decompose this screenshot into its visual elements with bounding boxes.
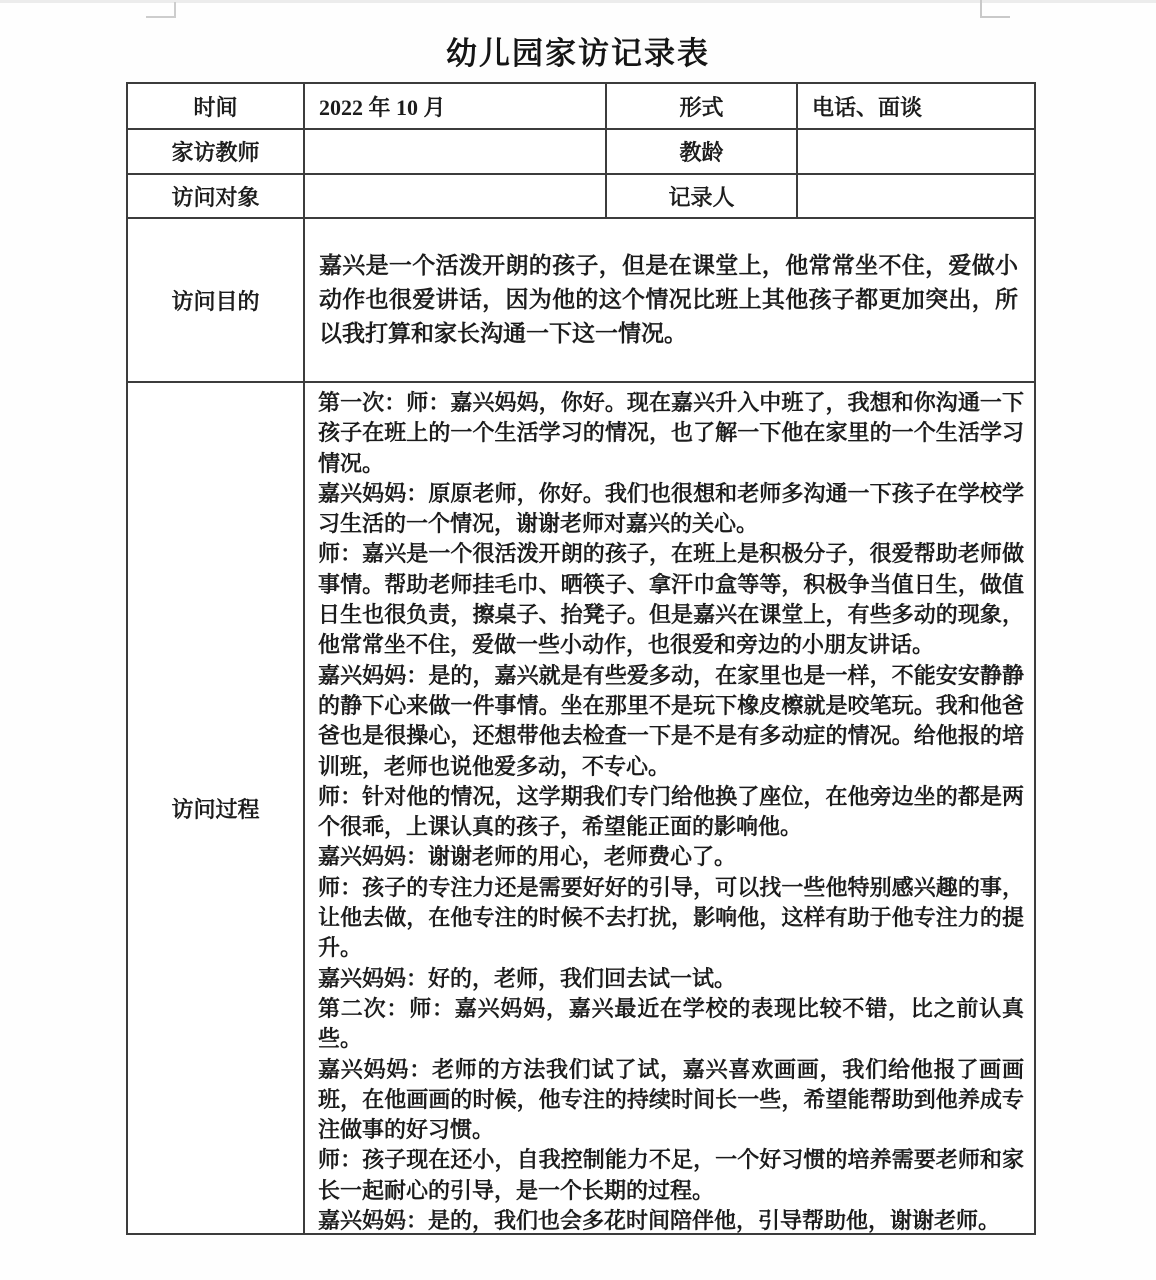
form-value: 电话、面谈	[812, 94, 923, 120]
table-row	[128, 130, 1034, 175]
teaching-age-label: 教龄	[607, 130, 798, 173]
process-paragraph: 师：孩子现在还小，自我控制能力不足，一个好习惯的培养需要老师和家长一起耐心的引导，是一个长期的过程。	[318, 1147, 1024, 1203]
process-paragraph: 嘉兴妈妈：老师的方法我们试了试，嘉兴喜欢画画，我们给他报了画画班，在他画画的时候，他专注的持续时间长一些，希望能帮助到他养成专注做事的好习惯。	[318, 1056, 1024, 1143]
visit-target-label: 访问对象	[128, 175, 305, 217]
process-paragraph: 第一次：师：嘉兴妈妈，你好。现在嘉兴升入中班了，我想和你沟通一下孩子在班上的一个生活学习的情况，也了解一下他在家里的一个生活学习情况。	[318, 390, 1024, 476]
process-paragraph: 师：孩子的专注力还是需要好好的引导，可以找一些他特别感兴趣的事，让他去做，在他专注的时候不去打扰，影响他，这样有助于他专注力的提升。	[318, 874, 1024, 961]
visit-target-value	[305, 175, 607, 217]
process-paragraph: 嘉兴妈妈：是的，我们也会多花时间陪伴他，引导帮助他，谢谢老师。	[318, 1208, 1001, 1233]
process-paragraph: 第二次：师：嘉兴妈妈，嘉兴最近在学校的表现比较不错，比之前认真些。	[318, 995, 1024, 1052]
page-title: 幼儿园家访记录表	[446, 36, 710, 71]
time-value: 2022 年 10 月	[305, 84, 607, 128]
table-row	[128, 84, 1034, 130]
process-paragraph: 嘉兴妈妈：谢谢老师的用心，老师费心了。	[318, 844, 737, 870]
process-paragraph: 师：针对他的情况，这学期我们专门给他换了座位，在他旁边坐的都是两个很乖，上课认真的孩子，希望能正面的影响他。	[318, 783, 1024, 840]
visit-purpose-cell	[305, 219, 1034, 381]
scan-corner-mark-right	[980, 0, 1010, 18]
visit-process-label: 访问过程	[128, 383, 305, 1233]
visit-purpose-text: 嘉兴是一个活泼开朗的孩子，但是在课堂上，他常常坐不住，爱做小动作也很爱讲话，因为他的这个情况比班上其他孩子都更加突出，所以我打算和家长沟通一下这一情况。	[319, 253, 1018, 346]
process-paragraph: 嘉兴妈妈：好的，老师，我们回去试一试。	[318, 965, 737, 991]
teaching-age-value	[798, 130, 1034, 173]
visit-purpose-label: 访问目的	[128, 219, 305, 381]
process-paragraph: 嘉兴妈妈：原原老师，你好。我们也很想和老师多沟通一下孩子在学校学习生活的一个情况，谢谢老师对嘉兴的关心。	[318, 480, 1024, 537]
time-label: 时间	[128, 84, 305, 128]
process-paragraph: 嘉兴妈妈：是的，嘉兴就是有些爱多动，在家里也是一样，不能安安静静的静下心来做一件事情。坐在那里不是玩下橡皮檫就是咬笔玩。我和他爸爸也是很操心，还想带他去检查一下是不是有多动症的情况。给他报的培训班，老师也说他爱多动，不专心。	[318, 662, 1024, 779]
process-paragraph: 师：嘉兴是一个很活泼开朗的孩子，在班上是积极分子，很爱帮助老师做事情。帮助老师挂毛巾、晒筷子、拿汗巾盒等等，积极争当值日生，做值日生也很负责，擦桌子、抬凳子。但是嘉兴在课堂上，有些多动的现象，他常常坐不住，爱做一些小动作，也很爱和旁边的小朋友讲话。	[318, 541, 1024, 658]
table-row-process	[128, 383, 1034, 1233]
visit-process-text	[305, 383, 1034, 1233]
table-row	[128, 175, 1034, 219]
visiting-teacher-label: 家访教师	[128, 130, 305, 173]
scan-corner-mark-left	[146, 2, 176, 18]
recorder-value	[798, 175, 1034, 217]
visiting-teacher-value	[305, 130, 607, 173]
visit-process-cell	[305, 383, 1034, 1233]
record-table	[126, 82, 1036, 1235]
table-row-purpose	[128, 219, 1034, 383]
recorder-label: 记录人	[607, 175, 798, 217]
form-label: 形式	[607, 84, 798, 128]
